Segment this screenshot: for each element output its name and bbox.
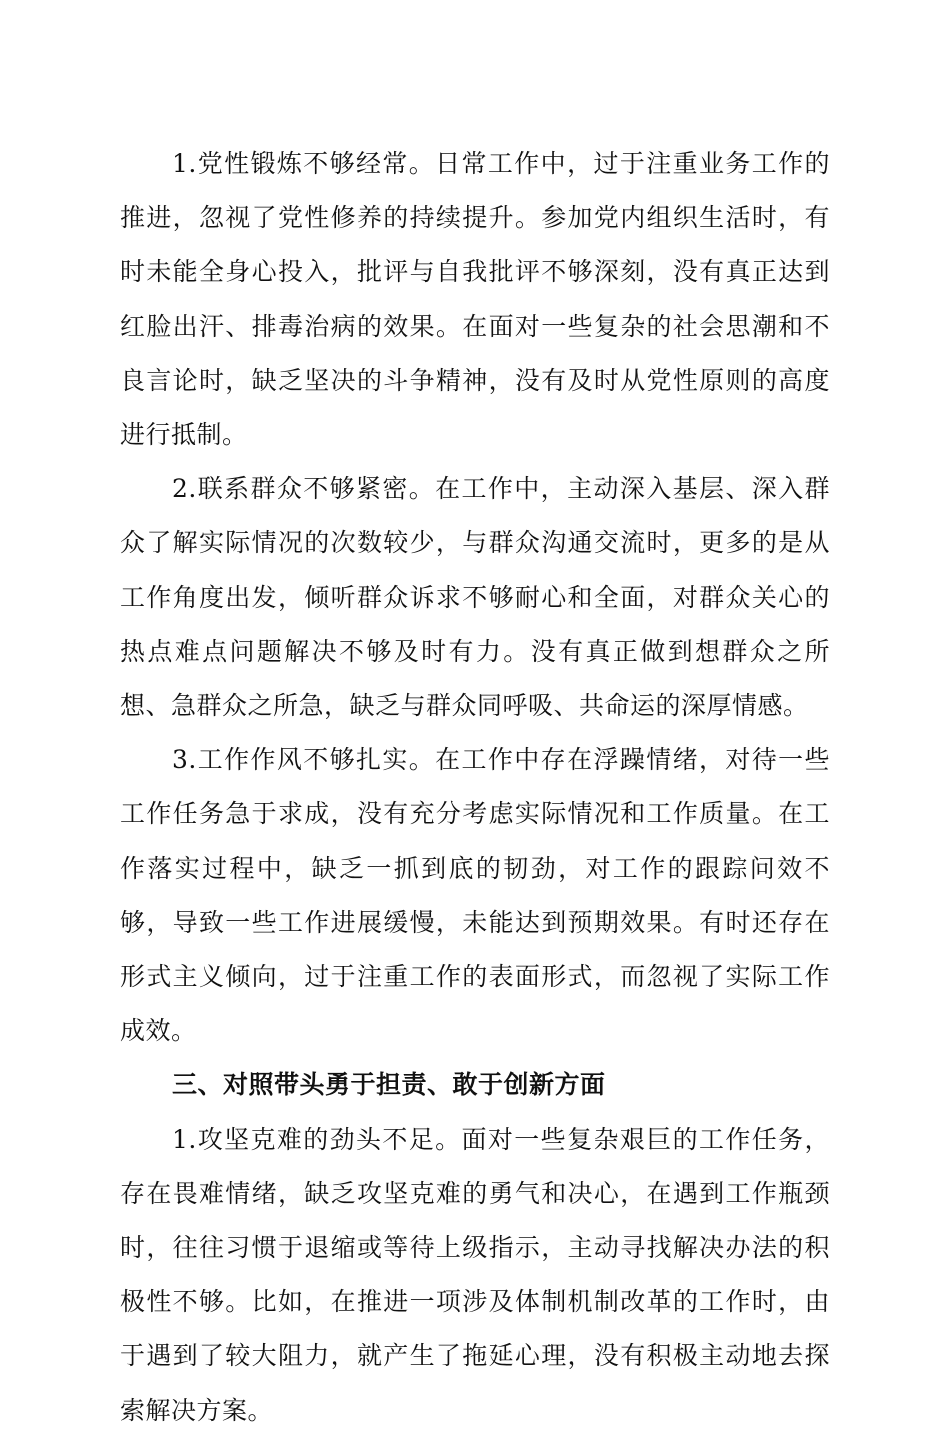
paragraph-party-spirit: 1.党性锻炼不够经常。日常工作中，过于注重业务工作的推进，忽视了党性修养的持续提升。参加党内组织生活时，有时未能全身心投入，批评与自我批评不够深刻，没有真正达到红脸出汗、排毒治病的效果。在面对一些复杂的社会思潮和不良言论时，缺乏坚决的斗争精神，没有及时从党性原则的高度进行抵制。: [120, 149, 830, 450]
paragraph-tackle-difficulties: 1.攻坚克难的劲头不足。面对一些复杂艰巨的工作任务，存在畏难情绪，缺乏攻坚克难的勇气和决心，在遇到工作瓶颈时，往往习惯于退缩或等待上级指示，主动寻找解决办法的积极性不够。比如，在推进一项涉及体制机制改革的工作时，由于遇到了较大阻力，就产生了拖延心理，没有积极主动地去探索解决方案。: [120, 1124, 830, 1425]
paragraph-contact-masses: 2.联系群众不够紧密。在工作中，主动深入基层、深入群众了解实际情况的次数较少，与群众沟通交流时，更多的是从工作角度出发，倾听群众诉求不够耐心和全面，对群众关心的热点难点问题解决不够及时有力。没有真正做到想群众之所想、急群众之所急，缺乏与群众同呼吸、共命运的深厚情感。: [120, 474, 830, 721]
paragraph-work-style: 3.工作作风不够扎实。在工作中存在浮躁情绪，对待一些工作任务急于求成，没有充分考虑实际情况和工作质量。在工作落实过程中，缺乏一抓到底的韧劲，对工作的跟踪问效不够，导致一些工作进展缓慢，未能达到预期效果。有时还存在形式主义倾向，过于注重工作的表面形式，而忽视了实际工作成效。: [120, 745, 830, 1046]
document-body: [120, 137, 830, 1438]
section-heading-three: 三、对照带头勇于担责、敢于创新方面: [172, 1070, 606, 1100]
